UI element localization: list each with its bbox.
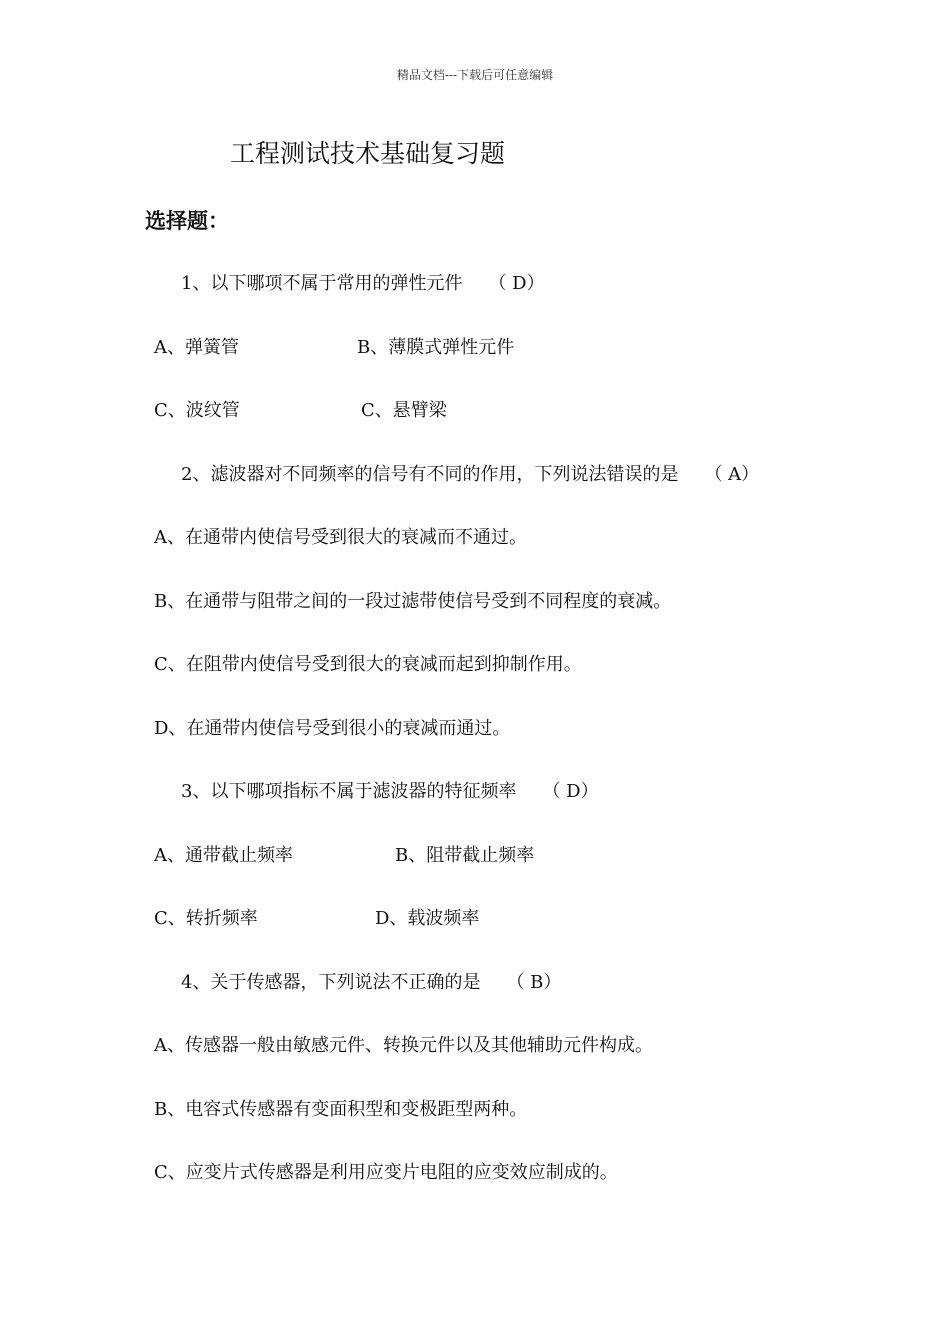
- question-3-option-a: A、通带截止频率: [154, 845, 293, 866]
- question-4-option-c: C、应变片式传感器是利用应变片电阻的应变效应制成的。: [154, 1162, 618, 1183]
- question-2-option-a: A、在通带内使信号受到很大的衰减而不通过。: [154, 527, 527, 548]
- section-heading: 选择题：: [145, 208, 229, 233]
- question-2: [181, 463, 759, 487]
- question-2-text: 2、滤波器对不同频率的信号有不同的作用，下列说法错误的是: [181, 464, 679, 485]
- question-4-answer: （ B）: [506, 972, 562, 993]
- question-1: [181, 272, 545, 296]
- question-4-option-a: A、传感器一般由敏感元件、转换元件以及其他辅助元件构成。: [154, 1035, 653, 1056]
- question-2-option-c: C、在阻带内使信号受到很大的衰减而起到抑制作用。: [154, 654, 582, 675]
- question-4-text: 4、关于传感器，下列说法不正确的是: [181, 972, 481, 993]
- question-3-option-d: D、载波频率: [375, 908, 480, 929]
- question-1-option-a: A、弹簧管: [154, 337, 239, 358]
- question-1-option-c: C、波纹管: [154, 400, 240, 421]
- question-4: [181, 971, 561, 995]
- question-1-option-c-second: C、悬臂梁: [361, 400, 447, 421]
- question-3-text: 3、以下哪项指标不属于滤波器的特征频率: [181, 781, 517, 802]
- question-2-option-b: B、在通带与阻带之间的一段过滤带使信号受到不同程度的衰减。: [154, 591, 672, 612]
- question-3-option-c: C、转折频率: [154, 908, 258, 929]
- question-1-answer: （ D）: [488, 273, 545, 294]
- page-header: 精品文档---下载后可任意编辑: [396, 68, 554, 82]
- question-2-answer: （ A）: [704, 464, 760, 485]
- question-3-option-b: B、阻带截止频率: [395, 845, 535, 866]
- question-1-text: 1、以下哪项不属于常用的弹性元件: [181, 273, 463, 294]
- question-3: [181, 780, 599, 804]
- question-1-option-b: B、薄膜式弹性元件: [357, 337, 515, 358]
- question-4-option-b: B、电容式传感器有变面积型和变极距型两种。: [154, 1099, 528, 1120]
- question-2-option-d: D、在通带内使信号受到很小的衰减而通过。: [154, 718, 511, 739]
- question-3-answer: （ D）: [542, 781, 599, 802]
- document-title: 工程测试技术基础复习题: [230, 139, 506, 168]
